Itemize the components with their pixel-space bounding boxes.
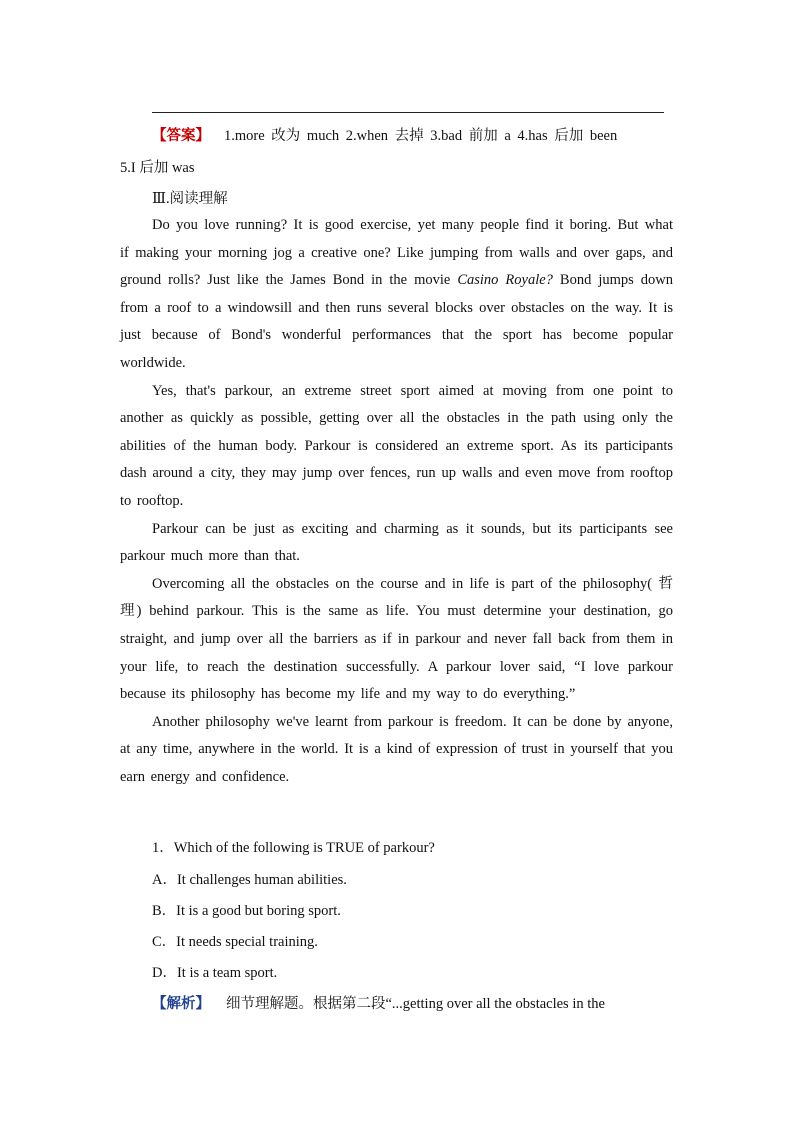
passage-paragraph-4: Overcoming all the obstacles on the course and in life is part of the philosophy( 哲理) behind parkour. This is the same as life. You must determine your destination, go straight, and jump over all the barriers as if in parkour and never fall back from them in your life, to reach the destination successfully. A parkour lover said, “I love parkour because its philosophy has become my life and my way to do everything.”: [120, 575, 673, 703]
analysis-tag: 【解析】: [152, 996, 210, 1012]
question-1: 1．Which of the following is TRUE of parkour?: [152, 840, 435, 856]
option-b: B．It is a good but boring sport.: [152, 903, 341, 919]
option-a: A．It challenges human abilities.: [152, 872, 347, 888]
reading-passage: [120, 212, 673, 791]
answer-text-1: 1.more 改为 much 2.when 去掉 3.bad 前加 a 4.has 后加 been: [224, 128, 618, 144]
analysis-line: [152, 992, 605, 1013]
passage-paragraph-2: Yes, that's parkour, an extreme street sport aimed at moving from one point to another as quickly as possible, getting over all the obstacles in the path using only the abilities of the human body. Parkour is considered an extreme sport. As its participants dash around a city, they may jump over fences, run up walls and even move from rooftop to rooftop.: [120, 382, 673, 509]
answer-line-1: [152, 124, 617, 145]
passage-paragraph-1: Do you love running? It is good exercise, yet many people find it boring. But what if making your morning jog a creative one? Like jumping from walls and over gaps, and ground rolls? Just like the James Bond in the movie Casino Royale? Bond jumps down from a roof to a windowsill and then runs several blocks over obstacles on the way. It is just because of Bond's wonderful performances that the sport has become popular worldwide.: [120, 217, 673, 371]
passage-paragraph-5: Another philosophy we've learnt from parkour is freedom. It can be done by anyone, at any time, anywhere in the world. It is a kind of expression of trust in yourself that you earn energy and confidence.: [120, 713, 673, 785]
option-d: D．It is a team sport.: [152, 965, 278, 981]
header-rule: [152, 112, 664, 113]
answer-tag: 【答案】: [152, 128, 210, 144]
passage-paragraph-3: Parkour can be just as exciting and charming as it sounds, but its participants see parkour much more than that.: [120, 520, 673, 565]
analysis-text: 细节理解题。根据第二段“...getting over all the obstacles in the: [226, 996, 605, 1012]
section-title: Ⅲ.阅读理解: [152, 191, 228, 207]
answer-line-2: 5.I 后加 was: [120, 160, 195, 176]
option-c: C．It needs special training.: [152, 934, 318, 950]
movie-title: Casino Royale?: [457, 272, 553, 289]
